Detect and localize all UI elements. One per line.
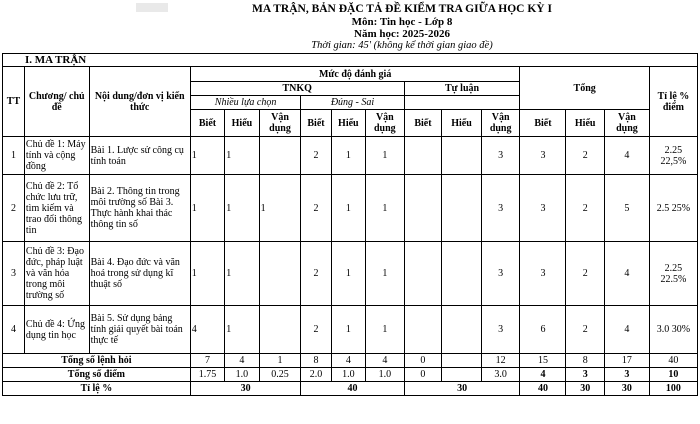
row-tt: 2	[3, 175, 25, 242]
doc-year: Năm học: 2025-2026	[354, 28, 450, 40]
cell: 1	[225, 306, 259, 354]
row-ratio: 2.5 25%	[649, 175, 697, 242]
cell: 1	[331, 306, 365, 354]
cell: 1	[366, 306, 405, 354]
table-row	[3, 242, 698, 306]
cell: 2	[301, 306, 331, 354]
cell: 100	[649, 382, 697, 396]
cell	[404, 242, 442, 306]
cell: 3	[481, 175, 520, 242]
col-level: Mức độ đánh giá	[190, 67, 520, 82]
cell	[442, 306, 482, 354]
h-biet: Biết	[301, 110, 331, 137]
h-hieu: Hiểu	[331, 110, 365, 137]
cell: 1	[190, 175, 224, 242]
cell: 10	[649, 368, 697, 382]
cell: 1.75	[190, 368, 224, 382]
table-row	[3, 306, 698, 354]
cell	[442, 175, 482, 242]
cell: 40	[301, 382, 404, 396]
table-row	[3, 137, 698, 175]
row-tt: 3	[3, 242, 25, 306]
col-tu-luan: Tự luận	[404, 82, 520, 96]
row-chapter: Chủ đề 2: Tổ chức lưu trữ, tìm kiếm và trao đổi thông tin	[24, 175, 89, 242]
cell: 8	[566, 354, 605, 368]
cell	[259, 137, 301, 175]
cell: 4	[331, 354, 365, 368]
cell: 2	[566, 175, 605, 242]
cell: 3	[520, 242, 566, 306]
row-content: Bài 5. Sử dụng bảng tính giải quyết bài toán thực tế	[89, 306, 190, 354]
col-multi-choice: Nhiều lựa chọn	[190, 96, 301, 110]
cell: 30	[404, 382, 520, 396]
cell	[442, 354, 482, 368]
doc-subject: Môn: Tin học - Lớp 8	[351, 16, 453, 28]
h-vandung: Vận dụng	[366, 110, 405, 137]
cell: 2	[566, 242, 605, 306]
cell	[442, 242, 482, 306]
cell	[442, 368, 482, 382]
cell: 0	[404, 368, 442, 382]
col-total: Tổng	[520, 67, 649, 110]
cell: 1	[366, 175, 405, 242]
cell: 2.0	[301, 368, 331, 382]
row-tt: 4	[3, 306, 25, 354]
cell: 4	[604, 137, 649, 175]
cell: 2	[301, 242, 331, 306]
summary-row-questions	[3, 354, 698, 368]
cell: 15	[520, 354, 566, 368]
cell: 5	[604, 175, 649, 242]
summary-row-ratio	[3, 382, 698, 396]
cell: 3	[520, 137, 566, 175]
cell: 4	[225, 354, 259, 368]
row-chapter: Chủ đề 1: Máy tính và cộng đồng	[24, 137, 89, 175]
cell: 4	[520, 368, 566, 382]
cell: 40	[520, 382, 566, 396]
cell: 8	[301, 354, 331, 368]
matrix-table	[2, 66, 698, 396]
cell: 3	[604, 368, 649, 382]
col-tl-blank	[404, 96, 520, 110]
cell: 1.0	[366, 368, 405, 382]
cell: 6	[520, 306, 566, 354]
cell: 2	[566, 137, 605, 175]
col-true-false: Đúng - Sai	[301, 96, 404, 110]
doc-time: Thời gian: 45' (không kể thời gian giao đề)	[311, 40, 493, 51]
summary-label: Tỉ lệ %	[3, 382, 191, 396]
summary-label: Tổng số lệnh hỏi	[3, 354, 191, 368]
cell: 3	[520, 175, 566, 242]
h-hieu: Hiểu	[225, 110, 259, 137]
cell: 1	[225, 242, 259, 306]
cell	[404, 137, 442, 175]
cell: 1	[366, 242, 405, 306]
cell: 4	[604, 242, 649, 306]
cell: 3	[566, 368, 605, 382]
cell: 4	[190, 306, 224, 354]
col-tnkq: TNKQ	[190, 82, 404, 96]
row-tt: 1	[3, 137, 25, 175]
cell: 3	[481, 137, 520, 175]
cell: 1	[331, 137, 365, 175]
summary-row-points	[3, 368, 698, 382]
cell: 1	[259, 175, 301, 242]
row-chapter: Chủ đề 4: Ứng dụng tin học	[24, 306, 89, 354]
cell: 1.0	[225, 368, 259, 382]
cell	[404, 175, 442, 242]
h-vandung: Vận dụng	[481, 110, 520, 137]
row-chapter: Chủ đề 3: Đạo đức, pháp luật và văn hóa trong môi trường số	[24, 242, 89, 306]
cell: 1	[331, 175, 365, 242]
cell: 0	[404, 354, 442, 368]
cell: 4	[604, 306, 649, 354]
cell	[259, 306, 301, 354]
h-biet: Biết	[404, 110, 442, 137]
h-hieu: Hiểu	[566, 110, 605, 137]
cell: 3.0	[481, 368, 520, 382]
doc-title: MA TRẬN, BẢN ĐẶC TẢ ĐỀ KIỂM TRA GIỮA HỌC KỲ I	[252, 3, 552, 15]
cell: 12	[481, 354, 520, 368]
row-ratio: 2.25 22,5%	[649, 137, 697, 175]
row-content: Bài 4. Đạo đức và văn hoá trong sử dụng kĩ thuật số	[89, 242, 190, 306]
col-chapter: Chương/ chủ đề	[24, 67, 89, 137]
cell: 40	[649, 354, 697, 368]
cell: 30	[566, 382, 605, 396]
h-hieu: Hiểu	[442, 110, 482, 137]
cell: 30	[190, 382, 301, 396]
row-ratio: 3.0 30%	[649, 306, 697, 354]
section-title: I. MA TRẬN	[2, 53, 698, 66]
summary-label: Tổng số điểm	[3, 368, 191, 382]
cell: 3	[481, 306, 520, 354]
cell: 1	[190, 137, 224, 175]
cell: 17	[604, 354, 649, 368]
cell	[404, 306, 442, 354]
h-vandung: Vận dụng	[604, 110, 649, 137]
h-biet: Biết	[520, 110, 566, 137]
cell: 1	[259, 354, 301, 368]
document-header	[0, 0, 700, 54]
row-content: Bài 2. Thông tin trong môi trường số Bài 3. Thực hành khai thác thông tin số	[89, 175, 190, 242]
row-ratio: 2.25 22.5%	[649, 242, 697, 306]
table-row	[3, 175, 698, 242]
cell: 1	[225, 137, 259, 175]
cell: 2	[301, 137, 331, 175]
cell: 4	[366, 354, 405, 368]
cell	[442, 137, 482, 175]
cell: 1	[366, 137, 405, 175]
cell: 7	[190, 354, 224, 368]
cell: 1	[331, 242, 365, 306]
cell: 1	[225, 175, 259, 242]
cell: 1.0	[331, 368, 365, 382]
cell: 30	[604, 382, 649, 396]
row-content: Bài 1. Lược sử công cụ tính toán	[89, 137, 190, 175]
cell: 2	[301, 175, 331, 242]
col-tt: TT	[3, 67, 25, 137]
cell: 2	[566, 306, 605, 354]
cell: 0.25	[259, 368, 301, 382]
col-content: Nội dung/đơn vị kiến thức	[89, 67, 190, 137]
col-ratio: Tỉ lệ % điểm	[649, 67, 697, 137]
cell	[259, 242, 301, 306]
cell: 3	[481, 242, 520, 306]
h-vandung: Vận dụng	[259, 110, 301, 137]
cell: 1	[190, 242, 224, 306]
h-biet: Biết	[190, 110, 224, 137]
